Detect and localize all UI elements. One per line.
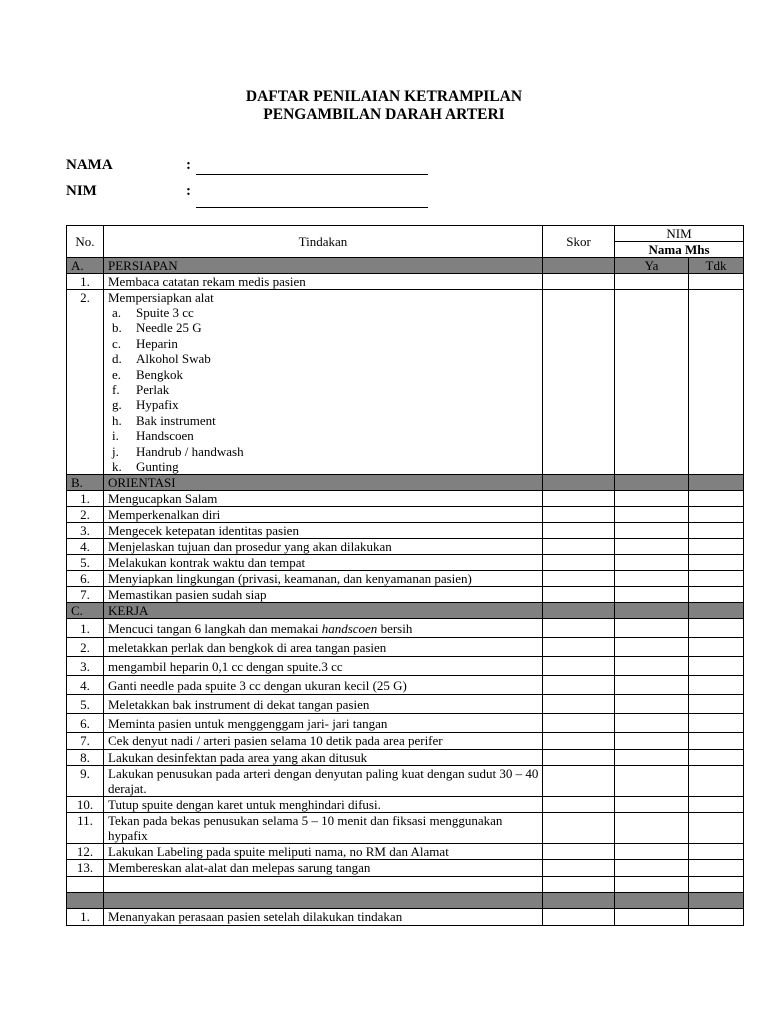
ya-cell[interactable] [615, 274, 689, 290]
row-action [104, 290, 543, 475]
table-row [67, 695, 744, 714]
score-cell[interactable] [543, 587, 615, 603]
document-title-line1: DAFTAR PENILAIAN KETRAMPILAN [245, 88, 523, 105]
row-number: 3. [67, 523, 104, 539]
section-title: KERJA [104, 603, 543, 619]
spacer-row [67, 877, 744, 893]
list-item: c. Heparin [112, 335, 178, 351]
list-item: k. Gunting [112, 459, 179, 475]
score-cell[interactable] [543, 619, 615, 638]
table-row [67, 909, 744, 926]
table-row [67, 290, 744, 475]
score-cell[interactable] [543, 844, 615, 860]
header-skor: Skor [543, 226, 615, 258]
row-number: 11. [67, 813, 104, 844]
row-number: 10. [67, 797, 104, 813]
table-row [67, 860, 744, 877]
section-code: B. [67, 475, 104, 491]
tdk-cell[interactable] [689, 290, 744, 475]
row-action: Lakukan desinfektan pada area yang akan ditusuk [104, 750, 543, 766]
row-action: Cek denyut nadi / arteri pasien selama 10 detik pada area perifer [104, 733, 543, 750]
ya-cell[interactable] [615, 714, 689, 733]
row-number: 6. [67, 714, 104, 733]
tdk-cell[interactable] [689, 657, 744, 676]
list-item: a. Spuite 3 cc [112, 305, 194, 320]
score-cell[interactable] [543, 797, 615, 813]
table-row [67, 714, 744, 733]
row-number: 3. [67, 657, 104, 676]
tdk-cell[interactable] [689, 523, 744, 539]
ya-cell[interactable] [615, 523, 689, 539]
row-action: Membaca catatan rekam medis pasien [104, 274, 543, 290]
list-item: d. Alkohol Swab [112, 351, 211, 367]
score-cell[interactable] [543, 555, 615, 571]
row-number: 7. [67, 733, 104, 750]
row-action: Melakukan kontrak waktu dan tempat [104, 555, 543, 571]
nim-colon: : [186, 183, 191, 199]
header-nim: NIM [615, 226, 744, 242]
row-number: 4. [67, 676, 104, 695]
nama-colon: : [186, 157, 191, 173]
table-row [67, 813, 744, 844]
row-action: Ganti needle pada spuite 3 cc dengan ukuran kecil (25 G) [104, 676, 543, 695]
header-no: No. [67, 226, 104, 258]
table-row [67, 638, 744, 657]
nim-label: NIM [66, 183, 97, 199]
score-cell[interactable] [543, 491, 615, 507]
row-action: Mengucapkan Salam [104, 491, 543, 507]
tdk-cell[interactable] [689, 766, 744, 797]
row-action: Tekan pada bekas penusukan selama 5 – 10 menit dan fiksasi menggunakan hypafix [104, 813, 543, 844]
tdk-cell[interactable] [689, 274, 744, 290]
score-cell[interactable] [543, 813, 615, 844]
score-cell[interactable] [543, 676, 615, 695]
row-number: 7. [67, 587, 104, 603]
row-action: Mencuci tangan 6 langkah dan memakai handscoen bersih [104, 619, 543, 638]
section-code: A. [67, 258, 104, 274]
list-item: i. Handscoen [112, 428, 194, 444]
row-number: 2. [67, 638, 104, 657]
ya-cell[interactable] [615, 797, 689, 813]
tdk-cell[interactable] [689, 491, 744, 507]
tdk-cell[interactable] [689, 733, 744, 750]
score-cell[interactable] [543, 539, 615, 555]
row-action: Membereskan alat-alat dan melepas sarung tangan [104, 860, 543, 877]
table-row [67, 750, 744, 766]
row-action: meletakkan perlak dan bengkok di area tangan pasien [104, 638, 543, 657]
row-number: 9. [67, 766, 104, 797]
tdk-cell[interactable] [689, 676, 744, 695]
list-item: b. Needle 25 G [112, 320, 202, 336]
score-cell[interactable] [543, 507, 615, 523]
list-item: f. Perlak [112, 382, 170, 398]
table-row [67, 657, 744, 676]
table-header-row [67, 226, 744, 242]
tdk-cell[interactable] [689, 587, 744, 603]
row-action: Lakukan Labeling pada spuite meliputi nama, no RM dan Alamat [104, 844, 543, 860]
row-action: Meletakkan bak instrument di dekat tangan pasien [104, 695, 543, 714]
ya-cell[interactable] [615, 909, 689, 926]
header-nama-mhs: Nama Mhs [615, 242, 744, 258]
ya-cell[interactable] [615, 733, 689, 750]
score-cell[interactable] [543, 714, 615, 733]
row-action: Lakukan penusukan pada arteri dengan denyutan paling kuat dengan sudut 30 – 40 derajat. [104, 766, 543, 797]
table-row [67, 523, 744, 539]
tdk-cell[interactable] [689, 571, 744, 587]
header-tindakan: Tindakan [104, 226, 543, 258]
table-row [67, 491, 744, 507]
score-cell[interactable] [543, 909, 615, 926]
ya-cell[interactable] [615, 638, 689, 657]
nim-fill-line[interactable] [196, 207, 428, 208]
tdk-cell[interactable] [689, 844, 744, 860]
ya-cell[interactable] [615, 491, 689, 507]
list-item: e. Bengkok [112, 366, 183, 382]
table-row [67, 274, 744, 290]
ya-cell[interactable] [615, 766, 689, 797]
row-number: 6. [67, 571, 104, 587]
row-number: 5. [67, 695, 104, 714]
score-cell[interactable] [543, 695, 615, 714]
row-number: 1. [67, 909, 104, 926]
table-row [67, 733, 744, 750]
tdk-cell[interactable] [689, 507, 744, 523]
row-number: 12. [67, 844, 104, 860]
ya-cell[interactable] [615, 555, 689, 571]
list-item: g. Hypafix [112, 397, 179, 413]
ya-cell[interactable] [615, 860, 689, 877]
score-cell[interactable] [543, 290, 615, 475]
row-action: Memastikan pasien sudah siap [104, 587, 543, 603]
row-number: 8. [67, 750, 104, 766]
header-ya: Ya [615, 258, 689, 274]
section-title: ORIENTASI [104, 475, 543, 491]
table-row [67, 507, 744, 523]
equipment-list [108, 305, 542, 474]
row-number: 13. [67, 860, 104, 877]
header-tdk: Tdk [689, 258, 744, 274]
section-row-persiapan [67, 258, 744, 274]
section-title: PERSIAPAN [104, 258, 543, 274]
ya-cell[interactable] [615, 619, 689, 638]
tdk-cell[interactable] [689, 909, 744, 926]
table-row [67, 619, 744, 638]
ya-cell[interactable] [615, 539, 689, 555]
row-action: Menyiapkan lingkungan (privasi, keamanan, dan kenyamanan pasien) [104, 571, 543, 587]
ya-cell[interactable] [615, 813, 689, 844]
row-action: Menjelaskan tujuan dan prosedur yang akan dilakukan [104, 539, 543, 555]
row-action: Menanyakan perasaan pasien setelah dilakukan tindakan [104, 909, 543, 926]
italic-term: handscoen [321, 620, 378, 636]
ya-cell[interactable] [615, 695, 689, 714]
row-number: 1. [67, 274, 104, 290]
score-cell[interactable] [543, 750, 615, 766]
ya-cell[interactable] [615, 290, 689, 475]
row-number: 5. [67, 555, 104, 571]
ya-cell[interactable] [615, 587, 689, 603]
ya-cell[interactable] [615, 657, 689, 676]
table-row [67, 766, 744, 797]
ya-cell[interactable] [615, 507, 689, 523]
assessment-table [66, 225, 744, 926]
table-row [67, 555, 744, 571]
document-title-line2: PENGAMBILAN DARAH ARTERI [263, 106, 505, 123]
row-number: 2. [67, 507, 104, 523]
table-row [67, 797, 744, 813]
nama-fill-line[interactable] [196, 174, 428, 175]
row-action: Tutup spuite dengan karet untuk menghindari difusi. [104, 797, 543, 813]
list-item: j. Handrub / handwash [112, 443, 244, 459]
list-item: h. Bak instrument [112, 412, 216, 428]
table-row [67, 587, 744, 603]
score-cell[interactable] [543, 571, 615, 587]
row-action: Mengecek ketepatan identitas pasien [104, 523, 543, 539]
row-number: 4. [67, 539, 104, 555]
score-cell[interactable] [543, 860, 615, 877]
tdk-cell[interactable] [689, 555, 744, 571]
score-cell[interactable] [543, 638, 615, 657]
ya-cell[interactable] [615, 750, 689, 766]
row-number: 1. [67, 491, 104, 507]
table-row [67, 844, 744, 860]
table-row [67, 676, 744, 695]
section-row-kerja [67, 603, 744, 619]
row-action: Memperkenalkan diri [104, 507, 543, 523]
section-code: C. [67, 603, 104, 619]
tdk-cell[interactable] [689, 750, 744, 766]
tdk-cell[interactable] [689, 714, 744, 733]
section-row-unlabeled [67, 893, 744, 909]
ya-cell[interactable] [615, 571, 689, 587]
row-number: 1. [67, 619, 104, 638]
tdk-cell[interactable] [689, 813, 744, 844]
row-action: mengambil heparin 0,1 cc dengan spuite.3 cc [104, 657, 543, 676]
tdk-cell[interactable] [689, 695, 744, 714]
tdk-cell[interactable] [689, 539, 744, 555]
tdk-cell[interactable] [689, 638, 744, 657]
score-cell[interactable] [543, 657, 615, 676]
tdk-cell[interactable] [689, 860, 744, 877]
score-cell[interactable] [543, 523, 615, 539]
row-number: 2. [67, 290, 104, 475]
ya-cell[interactable] [615, 676, 689, 695]
table-row [67, 539, 744, 555]
tdk-cell[interactable] [689, 619, 744, 638]
score-cell[interactable] [543, 766, 615, 797]
score-cell[interactable] [543, 274, 615, 290]
ya-cell[interactable] [615, 844, 689, 860]
tdk-cell[interactable] [689, 797, 744, 813]
nama-label: NAMA [66, 157, 113, 173]
row-action: Meminta pasien untuk menggenggam jari- jari tangan [104, 714, 543, 733]
row-action-text: Mempersiapkan alat [108, 290, 214, 305]
score-cell[interactable] [543, 733, 615, 750]
table-row [67, 571, 744, 587]
section-row-orientasi [67, 475, 744, 491]
